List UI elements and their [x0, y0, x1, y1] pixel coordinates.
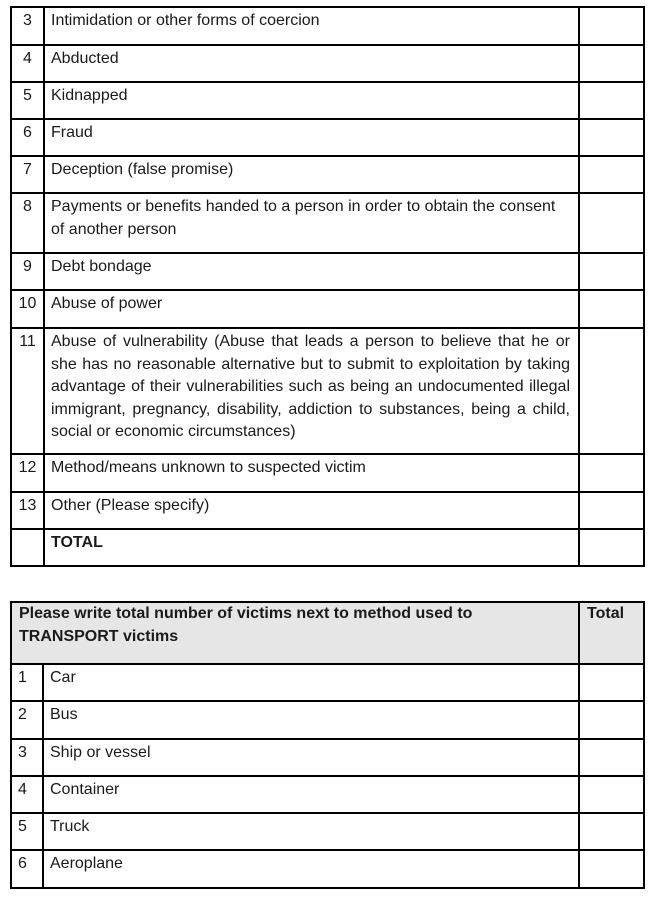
- row-description: Car: [43, 664, 579, 701]
- table-header-row: [11, 602, 644, 664]
- row-description: Method/means unknown to suspected victim: [44, 454, 579, 492]
- row-number: 9: [11, 253, 44, 290]
- total-cell[interactable]: [579, 290, 644, 328]
- row-number: 5: [11, 82, 44, 119]
- total-cell[interactable]: [579, 739, 644, 776]
- table-header-instruction: Please write total number of victims next to method used to TRANSPORT victims: [11, 602, 579, 664]
- row-description: Other (Please specify): [44, 492, 579, 529]
- row-description: Kidnapped: [44, 82, 579, 119]
- row-description: Payments or benefits handed to a person in order to obtain the consent of another person: [44, 193, 579, 253]
- total-cell[interactable]: [579, 156, 644, 193]
- row-number: 10: [11, 290, 44, 328]
- table-row: [11, 813, 644, 850]
- coercion-methods-table: [10, 6, 645, 567]
- row-description: Fraud: [44, 119, 579, 156]
- grand-total-cell[interactable]: [579, 529, 644, 566]
- table-row: [11, 156, 644, 193]
- table-row: [11, 701, 644, 739]
- row-number: 12: [11, 454, 44, 492]
- table-row: [11, 45, 644, 82]
- row-number: 4: [11, 776, 43, 813]
- row-number: 6: [11, 850, 43, 888]
- total-cell[interactable]: [579, 119, 644, 156]
- row-number: 11: [11, 328, 44, 454]
- table-row: [11, 328, 644, 454]
- total-cell[interactable]: [579, 193, 644, 253]
- total-cell[interactable]: [579, 328, 644, 454]
- total-row: [11, 529, 644, 566]
- row-description: Abuse of power: [44, 290, 579, 328]
- total-cell[interactable]: [579, 82, 644, 119]
- total-cell[interactable]: [579, 850, 644, 888]
- row-number-empty: [11, 529, 44, 566]
- total-label: TOTAL: [44, 529, 579, 566]
- total-cell[interactable]: [579, 813, 644, 850]
- row-number: 3: [11, 739, 43, 776]
- row-number: 3: [11, 7, 44, 45]
- total-cell[interactable]: [579, 492, 644, 529]
- total-cell[interactable]: [579, 7, 644, 45]
- table-header-total: Total: [579, 602, 644, 664]
- row-number: 2: [11, 701, 43, 739]
- table-row: [11, 253, 644, 290]
- table-row: [11, 492, 644, 529]
- table-row: [11, 776, 644, 813]
- row-number: 4: [11, 45, 44, 82]
- table-row: [11, 7, 644, 45]
- row-description: Ship or vessel: [43, 739, 579, 776]
- row-description: Bus: [43, 701, 579, 739]
- row-number: 8: [11, 193, 44, 253]
- row-description: Container: [43, 776, 579, 813]
- table-row: [11, 119, 644, 156]
- table-row: [11, 664, 644, 701]
- row-description: Debt bondage: [44, 253, 579, 290]
- table-row: [11, 739, 644, 776]
- row-description: Abducted: [44, 45, 579, 82]
- row-description: Deception (false promise): [44, 156, 579, 193]
- table-row: [11, 850, 644, 888]
- row-number: 7: [11, 156, 44, 193]
- row-number: 13: [11, 492, 44, 529]
- total-cell[interactable]: [579, 454, 644, 492]
- total-cell[interactable]: [579, 253, 644, 290]
- table-row: [11, 193, 644, 253]
- row-number: 1: [11, 664, 43, 701]
- table-row: [11, 290, 644, 328]
- table-row: [11, 82, 644, 119]
- total-cell[interactable]: [579, 701, 644, 739]
- row-description: Intimidation or other forms of coercion: [44, 7, 579, 45]
- row-description: Aeroplane: [43, 850, 579, 888]
- row-number: 6: [11, 119, 44, 156]
- row-number: 5: [11, 813, 43, 850]
- total-cell[interactable]: [579, 664, 644, 701]
- row-description: Abuse of vulnerability (Abuse that leads a person to believe that he or she has no reasonable alternative but to submit to exploitation by taking advantage of their vulnerabilities such as being an undocumented illegal immigrant, pregnancy, disability, addiction to substances, being a child, social or economic circumstances): [44, 328, 579, 454]
- total-cell[interactable]: [579, 45, 644, 82]
- table-row: [11, 454, 644, 492]
- row-description: Truck: [43, 813, 579, 850]
- total-cell[interactable]: [579, 776, 644, 813]
- transport-methods-table: [10, 601, 645, 889]
